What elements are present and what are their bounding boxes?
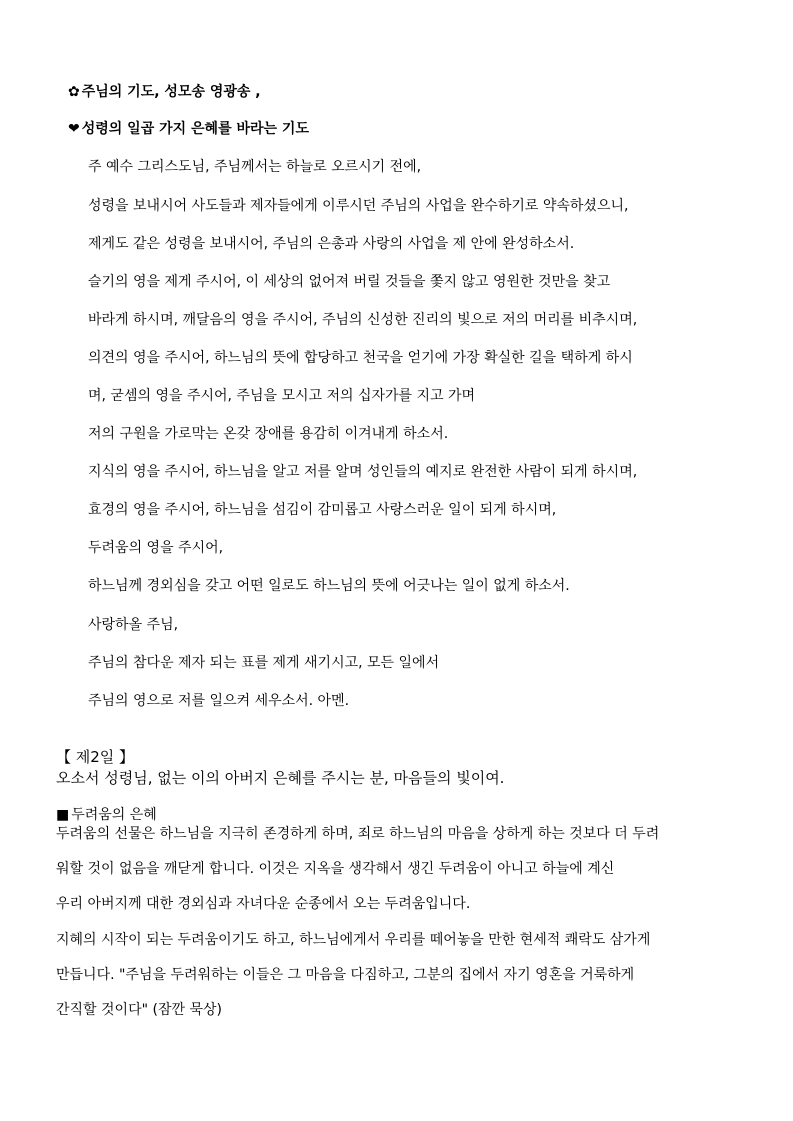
prayer-line: 효경의 영을 주시어, 하느님을 섬김이 감미롭고 사랑스러운 일이 되게 하시며, bbox=[88, 502, 557, 518]
prayer-line: 사랑하올 주님, bbox=[88, 617, 179, 633]
flower-icon: ✿ bbox=[68, 84, 80, 100]
prayer-line: 저의 구원을 가로막는 온갖 장애를 용감히 이겨내게 하소서. bbox=[88, 426, 449, 442]
section-line: 두려움의 선물은 하느님을 지극히 존경하게 하며, 죄로 하느님의 마음을 상하게 하는 것보다 더 두려 bbox=[56, 826, 660, 842]
section-line: 우리 아버지께 대한 경외심과 자녀다운 순종에서 오는 두려움입니다. bbox=[56, 896, 471, 912]
section-title: 두려움의 은혜 bbox=[71, 807, 157, 823]
prayer-line: 두려움의 영을 주시어, bbox=[88, 540, 224, 556]
prayer-line: 하느님께 경외심을 갖고 어떤 일로도 하느님의 뜻에 어긋나는 일이 없게 하소서. bbox=[88, 578, 570, 594]
prayer-line: 바라게 하시며, 깨달음의 영을 주시어, 주님의 신성한 진리의 빛으로 저의 머리를 비추시며, bbox=[88, 312, 638, 328]
square-bullet-icon: ■ bbox=[56, 807, 70, 823]
day-label: 【 제2일 】 bbox=[56, 748, 135, 766]
section-heading bbox=[56, 808, 157, 822]
day-invocation: 오소서 성령님, 없는 이의 아버지 은혜를 주시는 분, 마음들의 빛이여. bbox=[56, 769, 505, 787]
prayer-line: 주님의 참다운 제자 되는 표를 제게 새기시고, 모든 일에서 bbox=[88, 655, 440, 671]
heading-seven-gifts bbox=[68, 122, 309, 136]
prayer-line: 주님의 영으로 저를 일으켜 세우소서. 아멘. bbox=[88, 693, 350, 709]
heading-prayers-text: 주님의 기도, 성모송 영광송 , bbox=[81, 84, 261, 100]
prayer-line: 제게도 같은 성령을 보내시어, 주님의 은총과 사랑의 사업을 제 안에 완성하소서. bbox=[88, 236, 575, 252]
section-line: 워할 것이 없음을 깨닫게 합니다. 이것은 지옥을 생각해서 생긴 두려움이 아니고 하늘에 계신 bbox=[56, 861, 615, 877]
prayer-line: 의견의 영을 주시어, 하느님의 뜻에 합당하고 천국을 얻기에 가장 확실한 길을 택하게 하시 bbox=[88, 350, 633, 366]
prayer-line: 주 예수 그리스도님, 주님께서는 하늘로 오르시기 전에, bbox=[88, 159, 422, 175]
section-line: 만듭니다. "주님을 두려워하는 이들은 그 마음을 다짐하고, 그분의 집에서 자기 영혼을 거룩하게 bbox=[56, 967, 635, 983]
heart-icon: ❤ bbox=[68, 121, 80, 137]
heading-seven-gifts-text: 성령의 일곱 가지 은혜를 바라는 기도 bbox=[81, 121, 309, 137]
prayer-line: 성령을 보내시어 사도들과 제자들에게 이루시던 주님의 사업을 완수하기로 약속하셨으니, bbox=[88, 198, 629, 214]
heading-prayers bbox=[68, 85, 261, 99]
prayer-line: 슬기의 영을 제게 주시어, 이 세상의 없어져 버릴 것들을 쫓지 않고 영원한 것만을 찾고 bbox=[88, 274, 611, 290]
prayer-line: 며, 굳셈의 영을 주시어, 주님을 모시고 저의 십자가를 지고 가며 bbox=[88, 388, 476, 404]
prayer-line: 지식의 영을 주시어, 하느님을 알고 저를 알며 성인들의 예지로 완전한 사람이 되게 하시며, bbox=[88, 464, 638, 480]
section-line: 지혜의 시작이 되는 두려움이기도 하고, 하느님에게서 우리를 떼어놓을 만한 현세적 쾌락도 삼가게 bbox=[56, 932, 651, 948]
section-line: 간직할 것이다" (잠깐 묵상) bbox=[56, 1002, 222, 1018]
